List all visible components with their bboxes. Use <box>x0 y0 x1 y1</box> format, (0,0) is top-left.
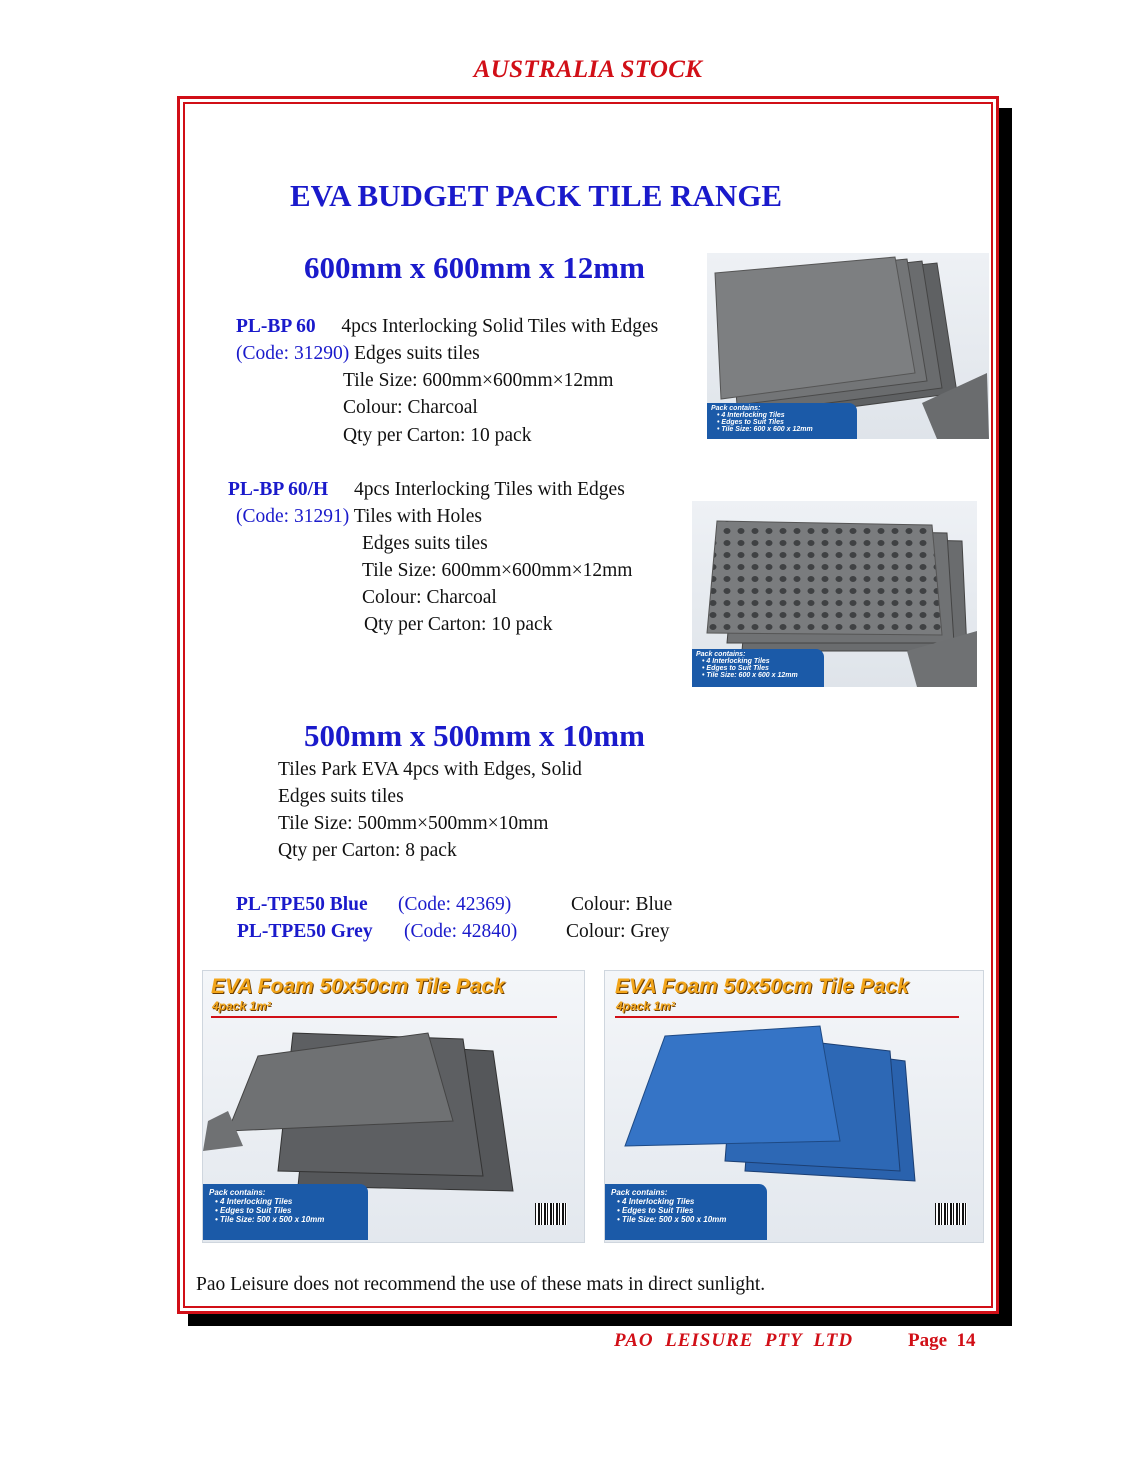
product-bp60-image <box>707 253 989 439</box>
product-tile-size: Tile Size: 600mm×600mm×12mm <box>362 560 633 581</box>
product-bp60h-image <box>692 501 977 687</box>
product-colour: Colour: Charcoal <box>343 397 478 418</box>
variant-name: PL-TPE50 Blue <box>236 894 368 915</box>
caption-item: • 4 Interlocking Tiles <box>702 658 770 665</box>
caption-title: Pack contains: <box>711 405 761 412</box>
section-500-line: Edges suits tiles <box>278 786 404 807</box>
pack-caption <box>707 403 857 439</box>
pack-title: EVA Foam 50x50cm Tile Pack <box>211 975 505 998</box>
section-600-heading: 600mm x 600mm x 12mm <box>304 250 645 285</box>
caption-item: • 4 Interlocking Tiles <box>215 1197 293 1206</box>
caption-item: • 4 Interlocking Tiles <box>617 1197 695 1206</box>
caption-item: • Edges to Suit Tiles <box>702 665 769 672</box>
caption-title: Pack contains: <box>209 1188 266 1197</box>
variant-code-ref: (Code: 42840) <box>404 921 518 942</box>
disclaimer-text: Pao Leisure does not recommend the use of these mats in direct sunlight. <box>196 1274 766 1295</box>
variant-name: PL-TPE50 Grey <box>237 921 373 942</box>
caption-item: • Tile Size: 600 x 600 x 12mm <box>717 426 813 433</box>
product-line: Edges suits tiles <box>362 533 488 554</box>
blue-pack-image <box>604 970 984 1243</box>
product-bp60-code-row <box>236 343 480 365</box>
barcode <box>935 1203 967 1225</box>
section-500-line: Tiles Park EVA 4pcs with Edges, Solid <box>278 759 582 780</box>
pack-caption <box>605 1184 767 1240</box>
caption-item: • Tile Size: 600 x 600 x 12mm <box>702 672 798 679</box>
section-500-line: Qty per Carton: 8 pack <box>278 840 457 861</box>
variant-colour: Colour: Grey <box>566 921 670 942</box>
product-bp60h-code-row <box>236 506 482 528</box>
product-colour: Colour: Charcoal <box>362 587 497 608</box>
variant-code-ref: (Code: 42369) <box>398 894 512 915</box>
footer-page-number: Page 14 <box>908 1330 976 1351</box>
caption-item: • Tile Size: 500 x 500 x 10mm <box>215 1215 325 1224</box>
pack-caption <box>692 649 824 687</box>
product-tile-size: Tile Size: 600mm×600mm×12mm <box>343 370 614 391</box>
pack-subtitle: 4pack 1m² <box>212 999 271 1013</box>
pack-caption <box>203 1184 368 1240</box>
footer-company: PAO LEISURE PTY LTD <box>614 1330 854 1351</box>
caption-item: • Edges to Suit Tiles <box>215 1206 292 1215</box>
caption-item: • Tile Size: 500 x 500 x 10mm <box>617 1215 727 1224</box>
product-description: 4pcs Interlocking Solid Tiles with Edges <box>341 316 659 337</box>
main-title: EVA BUDGET PACK TILE RANGE <box>290 178 783 213</box>
product-code: PL-BP 60 <box>236 316 316 337</box>
caption-title: Pack contains: <box>696 651 746 658</box>
barcode <box>535 1203 567 1225</box>
pack-subtitle: 4pack 1m² <box>616 999 675 1013</box>
section-500-heading: 500mm x 500mm x 10mm <box>304 718 645 753</box>
grey-pack-image <box>202 970 585 1243</box>
product-line: Edges suits tiles <box>354 343 480 364</box>
variant-colour: Colour: Blue <box>571 894 673 915</box>
caption-title: Pack contains: <box>611 1188 668 1197</box>
pack-title: EVA Foam 50x50cm Tile Pack <box>615 975 909 998</box>
page-header-title: AUSTRALIA STOCK <box>473 56 703 83</box>
caption-item: • Edges to Suit Tiles <box>617 1206 694 1215</box>
product-line: Tiles with Holes <box>353 506 482 527</box>
product-bp60h-title-row <box>228 479 625 501</box>
product-code-ref: (Code: 31290) <box>236 343 350 364</box>
product-bp60-title-row <box>236 316 658 338</box>
product-qty: Qty per Carton: 10 pack <box>343 425 532 446</box>
caption-item: • 4 Interlocking Tiles <box>717 412 785 419</box>
product-qty: Qty per Carton: 10 pack <box>364 614 553 635</box>
product-code: PL-BP 60/H <box>228 479 329 500</box>
section-500-line: Tile Size: 500mm×500mm×10mm <box>278 813 549 834</box>
product-description: 4pcs Interlocking Tiles with Edges <box>353 479 625 500</box>
product-code-ref: (Code: 31291) <box>236 506 350 527</box>
caption-item: • Edges to Suit Tiles <box>717 419 784 426</box>
